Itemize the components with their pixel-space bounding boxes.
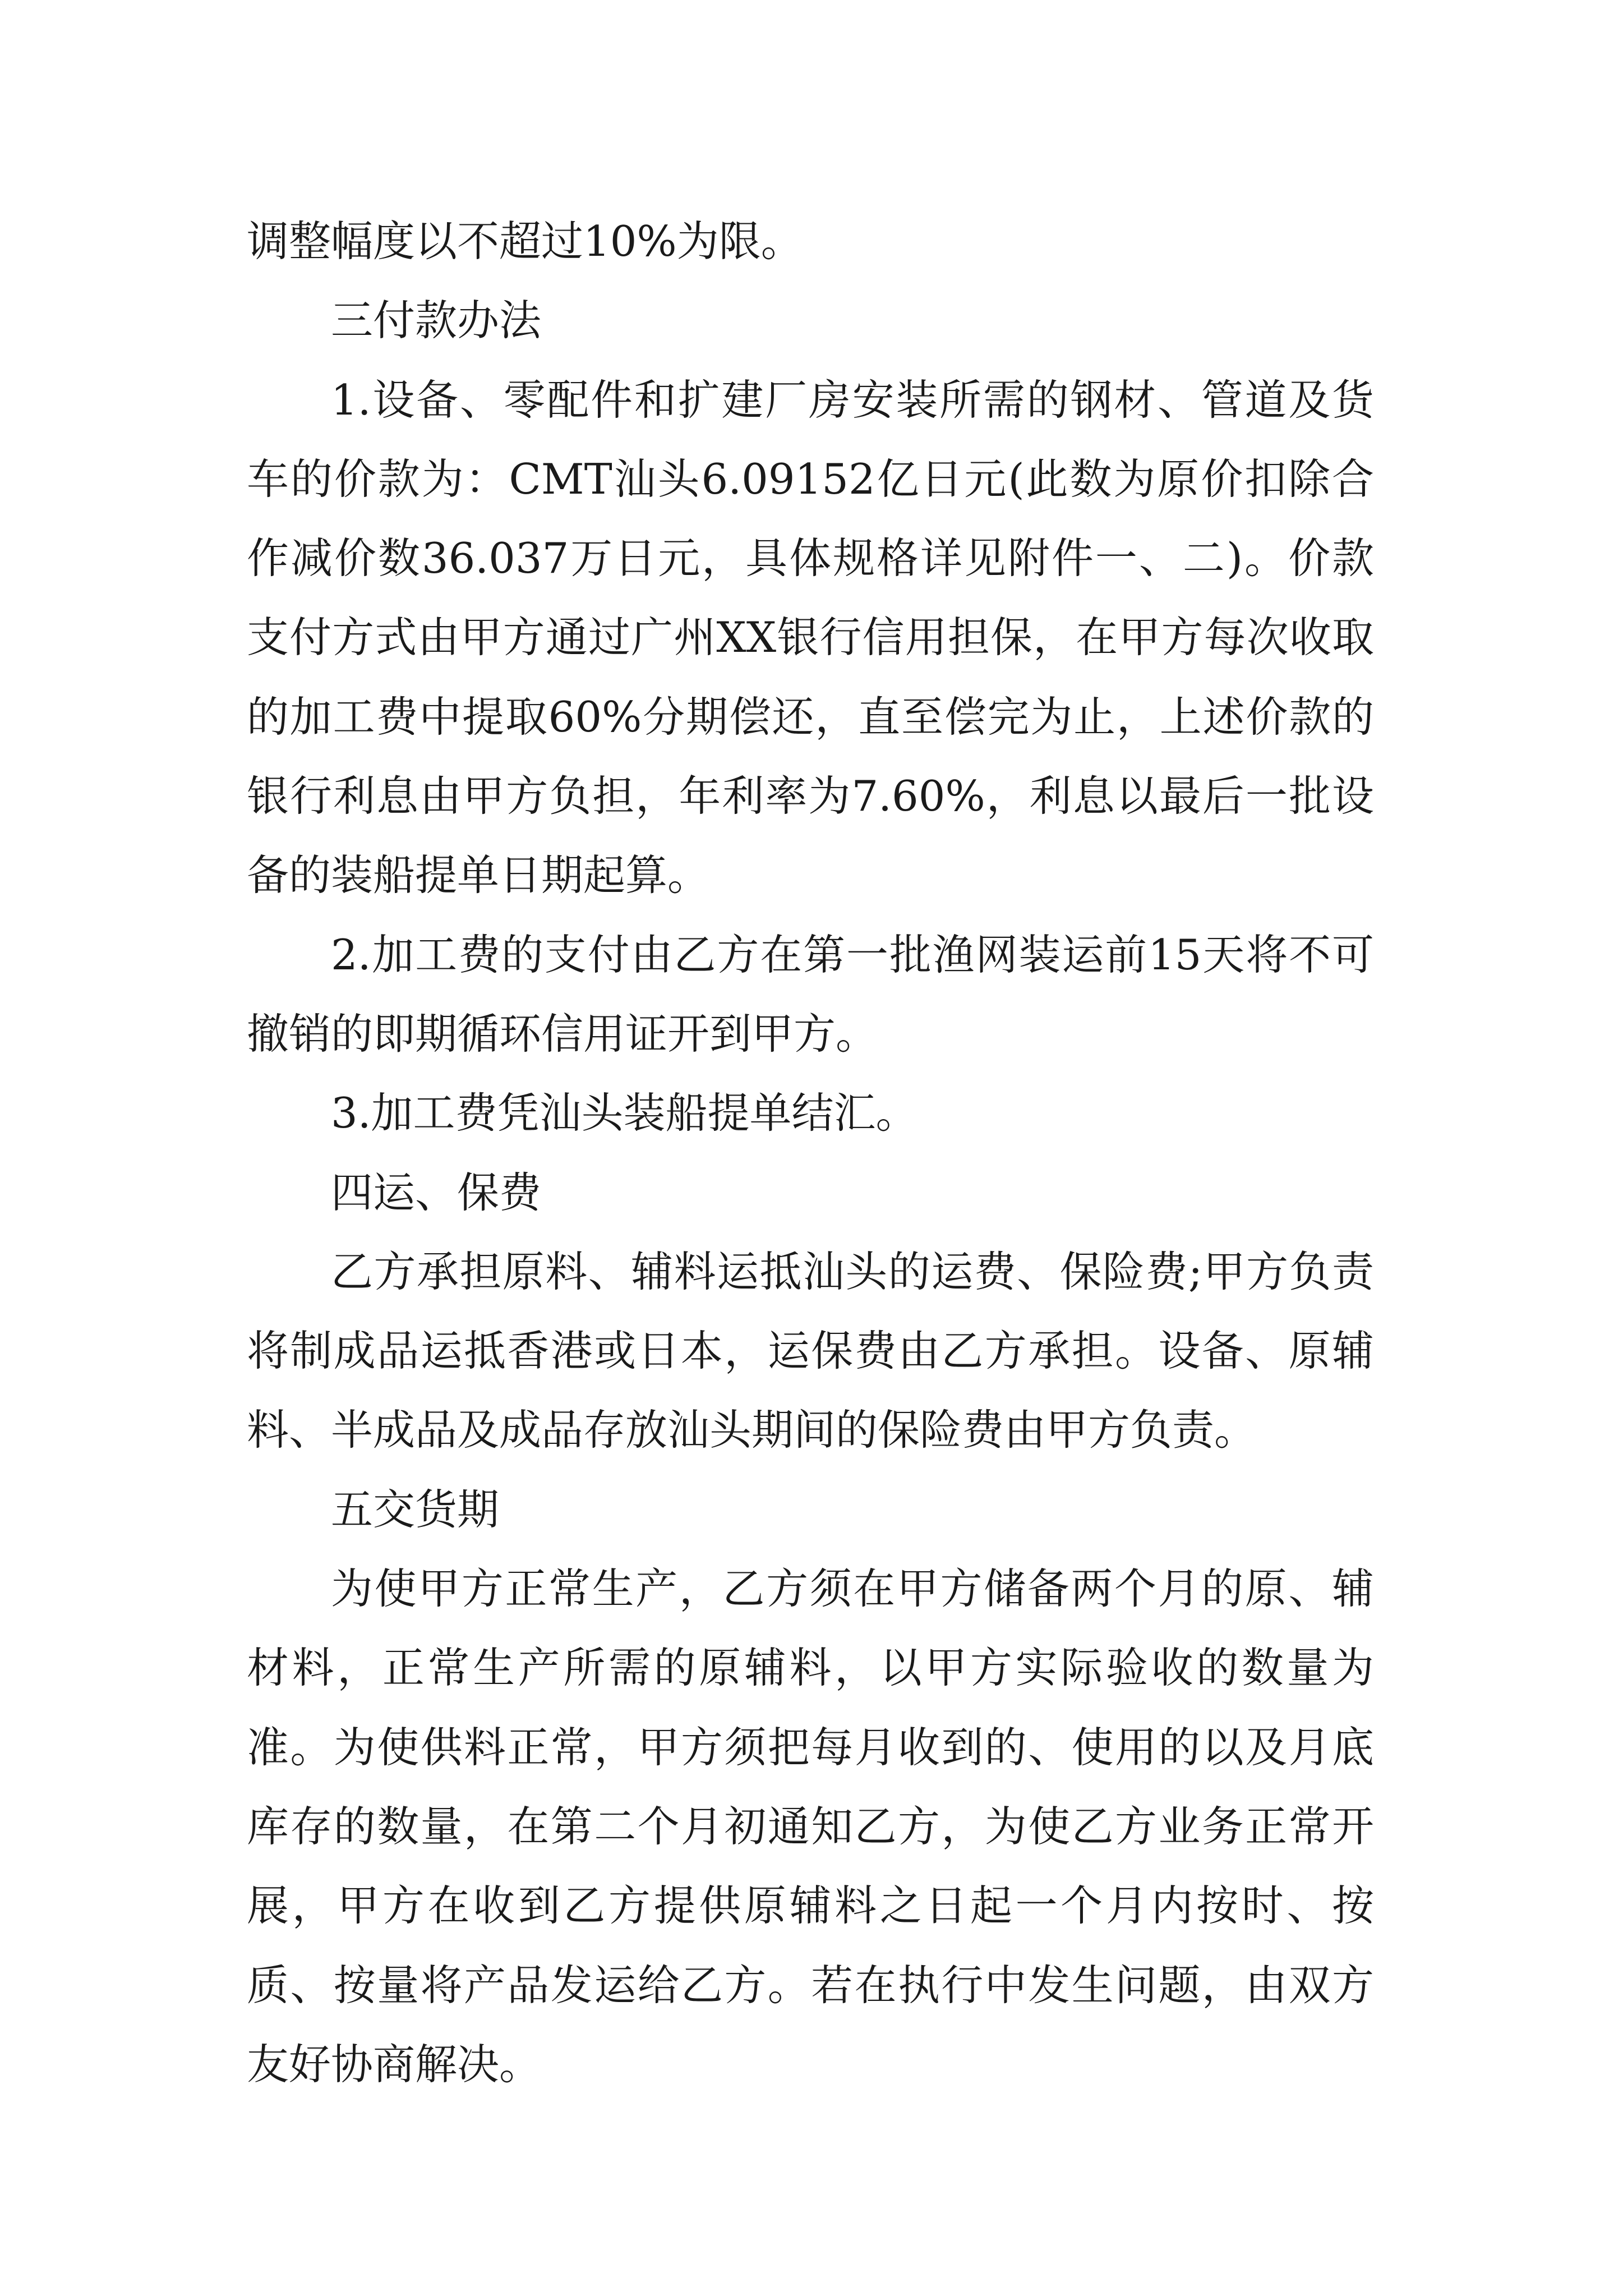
paragraph-continuation: 调整幅度以不超过10%为限。 bbox=[247, 217, 803, 266]
section-heading-delivery: 五交货期 bbox=[331, 1484, 500, 1534]
paragraph-delivery: 为使甲方正常生产，乙方须在甲方储备两个月的原、辅材料，正常生产所需的原辅料，以甲方实际验收的数量为准。为使供料正常，甲方须把每月收到的、使用的以及月底库存的数量，在第二个月初通知乙方，为使乙方业务正常开展，甲方在收到乙方提供原辅料之日起一个月内按时、按质、按量将产品发运给乙方。若在执行中发生问题，由双方友好协商解决。 bbox=[247, 1564, 1374, 2089]
document-body bbox=[247, 202, 1374, 2104]
section-heading-freight: 四运、保费 bbox=[331, 1167, 542, 1217]
paragraph-payment-1: 1.设备、零配件和扩建厂房安装所需的钢材、管道及货车的价款为：CMT汕头6.09152亿日元(此数为原价扣除合作减价数36.037万日元，具体规格详见附件一、二)。价款支付方式由甲方通过广州XX银行信用担保，在甲方每次收取的加工费中提取60%分期偿还，直至偿完为止，上述价款的银行利息由甲方负担，年利率为7.60%，利息以最后一批设备的装船提单日期起算。 bbox=[247, 375, 1374, 900]
paragraph-payment-2: 2.加工费的支付由乙方在第一批渔网装运前15天将不可撤销的即期循环信用证开到甲方。 bbox=[247, 930, 1374, 1059]
paragraph-payment-3: 3.加工费凭汕头装船提单结汇。 bbox=[331, 1088, 918, 1138]
section-heading-payment: 三付款办法 bbox=[331, 296, 542, 346]
paragraph-freight: 乙方承担原料、辅料运抵汕头的运费、保险费;甲方负责将制成品运抵香港或日本，运保费由乙方承担。设备、原辅料、半成品及成品存放汕头期间的保险费由甲方负责。 bbox=[247, 1246, 1374, 1455]
